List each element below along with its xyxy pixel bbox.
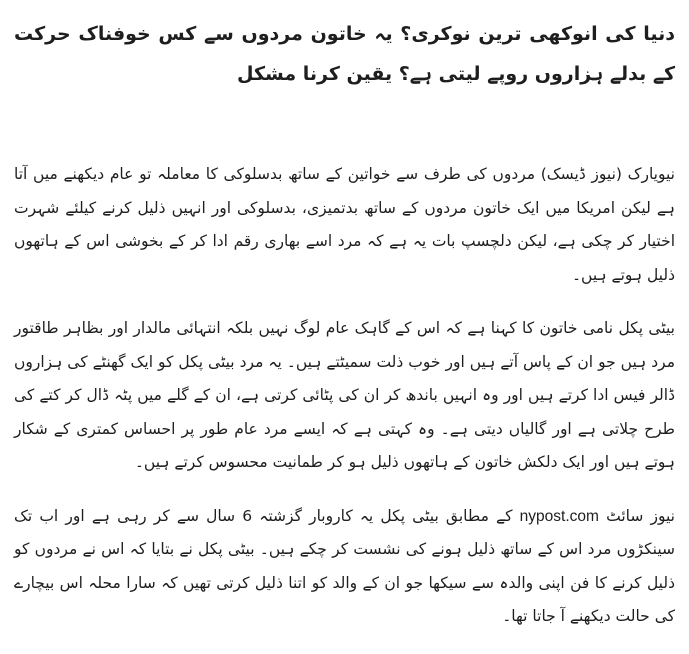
- article: [14, 14, 675, 654]
- article-paragraph-1: نیویارک (نیوز ڈیسک) مردوں کی طرف سے خواتین کے ساتھ بدسلوکی کا معاملہ تو عام دیکھنے میں آتا ہے لیکن امریکا میں ایک خاتون مردوں کے ساتھ بدتمیزی، بدسلوکی اور انہیں ذلیل کرنے کیلئے شہرت اختیار کر چکی ہے، لیکن دلچسپ بات یہ ہے کہ مرد اسے بھاری رقم ادا کر کے بخوشی اس کے ہاتھوں ذلیل ہوتے ہیں۔: [14, 165, 675, 284]
- paragraph-3-body: کے مطابق بیٹی پکل یہ کاروبار گزشتہ 6 سال سے کر رہی ہے اور اب تک سینکڑوں مرد اس کے ساتھ ذلیل ہونے کی نشست کر چکے ہیں۔ بیٹی پکل نے بتایا کہ اس نے مردوں کو ذلیل کرنے کا فن اپنی والدہ سے سیکھا جو ان کے والد کو اتنا ذلیل کرتی تھیں کہ سارا محلہ اس بیچارے کی حالت دیکھنے آ جاتا تھا۔: [14, 506, 675, 625]
- paragraph-3-lead: نیوز سائٹ: [598, 506, 675, 525]
- article-headline: دنیا کی انوکھی ترین نوکری؟ یہ خاتون مردوں سے کس خوفناک حرکت کے بدلے ہزاروں روپے لیتی ہے؟ یقین کرنا مشکل: [14, 23, 675, 85]
- article-paragraph-2: بیٹی پکل نامی خاتون کا کہنا ہے کہ اس کے گاہک عام لوگ نہیں بلکہ انتہائی مالدار اور بظاہر طاقتور مرد ہیں جو ان کے پاس آتے ہیں اور خوب ذلت سمیٹتے ہیں۔ یہ مرد بیٹی پکل کو ایک گھنٹے کی ہزاروں ڈالر فیس ادا کرتے ہیں اور وہ انہیں باندھ کر ان کی پٹائی کرتی ہے، ان کے گلے میں پٹہ ڈال کر کتے کی طرح چلاتی ہے اور گالیاں دیتی ہے۔ وہ کہتی ہے کہ ایسے مرد عام طور پر احساس کمتری کے شکار ہوتے ہیں اور ایک دلکش خاتون کے ہاتھوں ذلیل ہو کر طمانیت محسوس کرتے ہیں۔: [14, 319, 675, 471]
- article-paragraph-3: [14, 500, 675, 634]
- source-site-name: nypost.com: [519, 507, 599, 525]
